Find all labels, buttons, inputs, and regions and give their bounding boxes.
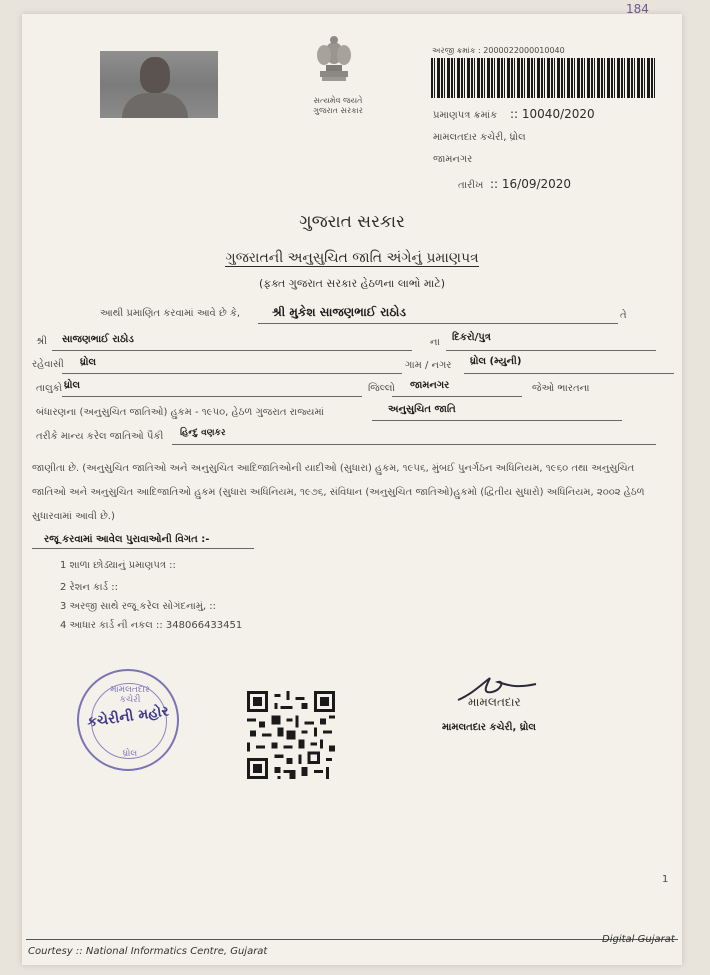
seal-bottom-text: ધ્રોલ <box>122 749 138 759</box>
category: અનુસુચિત જાતિ <box>388 404 456 415</box>
signatory-designation: મામલતદાર <box>468 695 521 709</box>
digital-gujarat-label: Digital Gujarat <box>602 934 675 945</box>
document-item: 2 રેશન કાર્ડ :: <box>60 582 118 593</box>
district-underline <box>392 396 522 397</box>
certificate-number: :: 10040/2020 <box>510 107 595 121</box>
resident: ધ્રોલ <box>80 357 97 368</box>
issue-date: :: 16/09/2020 <box>490 177 572 191</box>
emblem-caption-2: ગુજરાત સરકાર <box>313 106 363 115</box>
resident-underline <box>62 373 402 374</box>
government-title: ગુજરાત સરકાર <box>299 212 405 232</box>
document-item: 3 અરજી સાથે રજૂ કરેલ સોગંદનામું, :: <box>60 601 217 612</box>
document-item: 1 શાળા છોડ્યાનું પ્રમાણપત્ર :: <box>60 560 176 571</box>
constitution-text: બંધારણના (અનુસુચિત જાતિઓ) હુકમ - ૧૯૫૦, હેઠળ ગુજરાત રાજ્યમાં <box>36 407 324 418</box>
seal-center-text: કચેરીની મહોર <box>86 703 170 731</box>
taluka-label: તાલુકો <box>36 383 63 394</box>
village: ધ્રોલ (મ્યુની) <box>470 356 522 367</box>
application-number: અરજી ક્રમાંક : 2000022000010040 <box>432 46 565 55</box>
footer-divider <box>26 939 678 940</box>
qr-code-icon <box>247 691 335 779</box>
applicant-photo <box>100 51 218 118</box>
documents-heading: રજૂ કરવામાં આવેલ પુરાવાઓની વિગત :- <box>44 534 210 545</box>
emblem-caption-1: સત્યમેવ જયતે <box>313 96 363 105</box>
father-name: સાજણભાઈ રાઠોડ <box>62 334 134 345</box>
taluka-underline <box>62 396 362 397</box>
na-label: ના <box>430 337 440 348</box>
seal-top-text: મામલતદાર કચેરી <box>110 685 150 705</box>
date-label: તારીખ <box>458 180 484 191</box>
courtesy-text: Courtesy :: National Informatics Centre, Gujarat <box>28 946 268 957</box>
issuing-district: જામનગર <box>433 154 473 165</box>
recognized-text: તરીકે માન્ય કરેલ જાતિઓ પૈકી <box>36 431 164 442</box>
certificate-number-label: પ્રમાણપત્ર ક્રમાંક <box>433 110 498 121</box>
certificate-title: ગુજરાતની અનુસુચિત જાતિ અંગેનું પ્રમાણપત્ર <box>225 250 479 266</box>
relation-underline <box>446 350 656 351</box>
holder-name: શ્રી મુકેશ સાજણભાઈ રાઠોડ <box>272 305 406 319</box>
page-corner-number: 184 <box>626 2 649 16</box>
village-label: ગામ / નગર <box>405 360 452 371</box>
issuing-office: મામલતદાર કચેરી, ધ્રોલ <box>433 132 526 143</box>
father-underline <box>52 350 412 351</box>
photo-shoulders <box>122 93 188 118</box>
caste: હિન્દુ વણકર <box>180 428 226 438</box>
district: જામનગર <box>410 380 450 391</box>
certificate-page <box>22 14 682 965</box>
category-underline <box>372 420 622 421</box>
national-emblem-icon <box>312 31 356 93</box>
name-suffix: તે <box>620 310 627 321</box>
signatory-office: મામલતદાર કચેરી, ધ્રોલ <box>442 722 536 733</box>
village-underline <box>464 373 674 374</box>
legal-paragraph: જાણીતા છે. (અનુસુચિત જાતિઓ અને અનુસુચિત આદિજાતિઓની યાદીઓ (સુધારા) હુકમ, ૧૯૫૬, મુંબઈ પુનર્ગઠન અધિનિયમ, ૧૯૬૦ તથા અનુસુચિત જાતિઓ અને અનુસુચિત આદિજાતિઓ હુકમ (સુધારા અધિનિયમ, ૧૯૭૬, સંવિધાન (અનુસુચિત જાતિઓ)હુકમો (દ્વિતીય સુધારો) અધિનિયમ, ૨૦૦૨ હેઠળ સુધારવામાં આવી છે.) <box>32 463 645 522</box>
shri-label: શ્રી <box>36 336 48 347</box>
certify-text: આથી પ્રમાણિત કરવામાં આવે છે કે, <box>100 308 241 319</box>
certificate-subtitle: (ફક્ત ગુજરાત સરકાર હેઠળના લાભો માટે) <box>258 277 446 290</box>
india-text: જેઓ ભારતના <box>532 383 590 394</box>
barcode <box>431 58 657 98</box>
taluka: ધ્રોલ <box>64 380 81 391</box>
office-seal <box>77 669 179 771</box>
photo-face <box>140 57 170 93</box>
resident-label: રહેવાસી <box>32 359 64 370</box>
documents-underline <box>32 548 254 549</box>
name-underline <box>258 323 618 324</box>
caste-underline <box>172 444 656 445</box>
relation: દિકરો/પુત્ર <box>452 332 491 343</box>
footer-mark: 1 <box>662 874 669 885</box>
document-item: 4 આધાર કાર્ડ ની નકલ :: 348066433451 <box>60 620 243 631</box>
district-label: જિલ્લો <box>368 383 395 394</box>
